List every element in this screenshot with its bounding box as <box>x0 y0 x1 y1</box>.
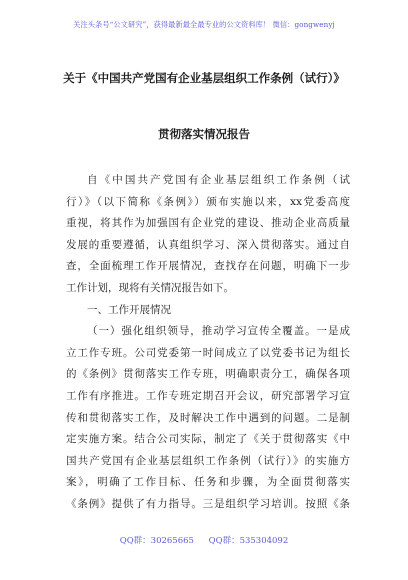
header-banner: 关注头条号“公文研究”，获得最新最全最专业的公文资料库！ 微信：gongwenyj <box>73 20 335 29</box>
body-line: 《条例》提供了有力指导。三是组织学习培训。按照《条 <box>66 497 350 510</box>
body-line: 国共产党国有企业基层组织工作条例（试行）》的实施方 <box>66 454 350 467</box>
body-line: 发展的重要遵循，认真组织学习、深入贯彻落实。通过自 <box>66 238 350 251</box>
body-line: 传和贯彻落实工作，及时解决工作中遇到的问题。二是制 <box>66 411 350 424</box>
document-title: 关于《中国共产党国有企业基层组织工作条例（试行）》 <box>63 71 345 85</box>
section-heading: 一、工作开展情况 <box>87 303 171 316</box>
body-line: 自《中国共产党国有企业基层组织工作条例（试 <box>87 174 350 186</box>
body-line: 立工作专班。公司党委第一时间成立了以党委书记为组长 <box>66 346 350 359</box>
body-line: 案》，明确了工作目标、任务和步骤，为全面贯彻落实 <box>66 476 350 489</box>
footer-qq-group-1: QQ群：30265665 <box>119 536 194 546</box>
body-line: 的《条例》贯彻落实工作专班，明确职责分工，确保各项 <box>66 368 350 381</box>
document-body <box>66 170 350 516</box>
body-line: 定实施方案。结合公司实际，制定了《关于贯彻落实《中 <box>66 433 350 446</box>
body-line: 行）》（以下简称《条例》）颁布实施以来，xx党委高度 <box>66 195 350 208</box>
body-line: 查，全面梳理工作开展情况，查找存在问题，明确下一步 <box>66 260 350 273</box>
body-line: 工作计划，现将有关情况报告如下。 <box>66 281 234 294</box>
body-line: 重视，将其作为加强国有企业党的建设、推动企业高质量 <box>66 217 350 230</box>
body-line: （一）强化组织领导，推动学习宣传全覆盖。一是成 <box>87 325 350 338</box>
body-line: 工作有序推进。工作专班定期召开会议，研究部署学习宣 <box>66 389 350 402</box>
footer-qq-group-2: QQ群：535304092 <box>208 536 289 546</box>
footer-contacts <box>0 534 408 546</box>
document-subtitle: 贯彻落实情况报告 <box>158 127 250 141</box>
